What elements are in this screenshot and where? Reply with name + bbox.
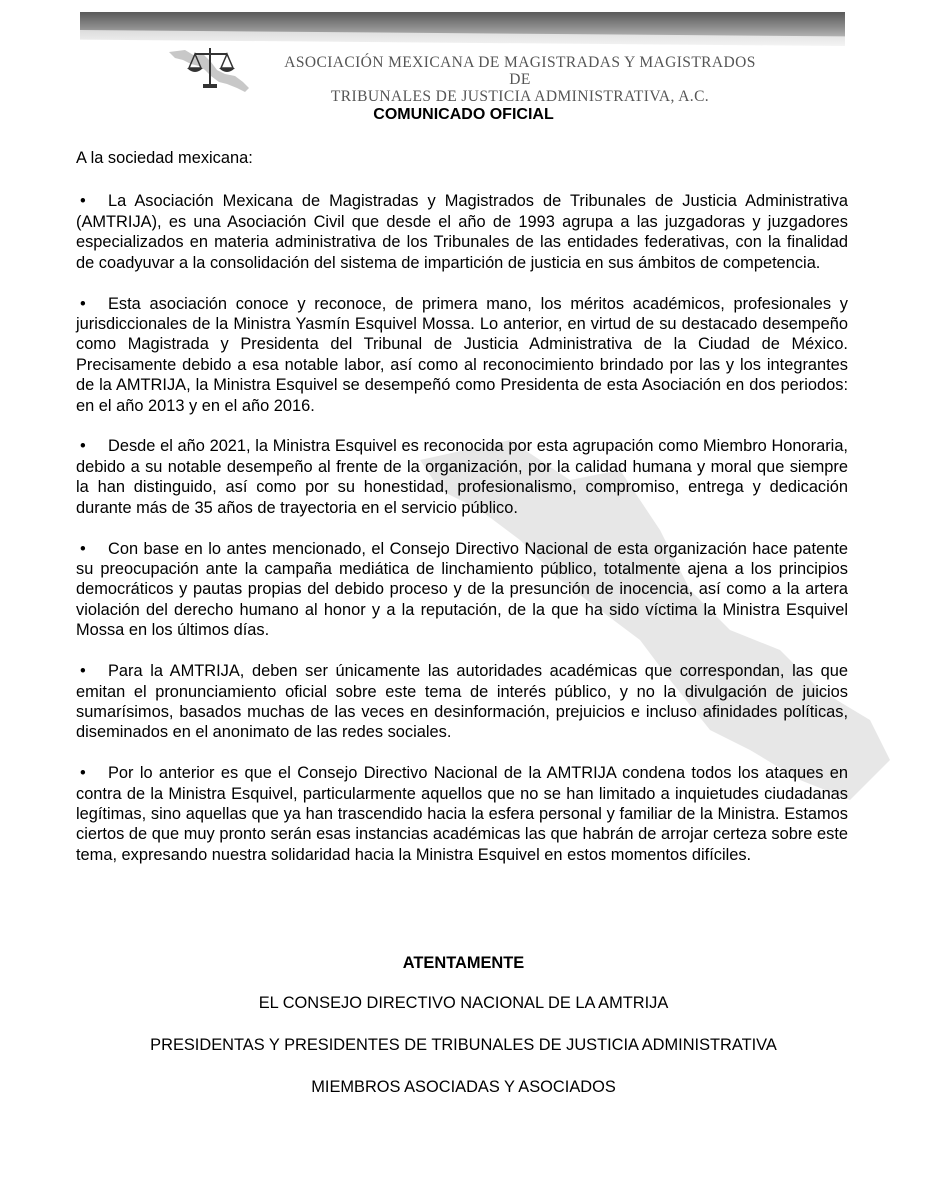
paragraph-text: Desde el año 2021, la Ministra Esquivel es reconocida por esta agrupación como Miembro Honoraria, debido a su notable desempeño al frente de la organización, por la calidad humana y moral que siempre la han distinguido, así como por su honestidad, profesionalismo, compromiso, entrega y dedicación durante más de 35 años de trayectoria en el servicio público.: [76, 437, 848, 517]
scales-of-justice-logo-icon: [165, 42, 255, 97]
paragraph-6: [76, 763, 848, 865]
signatory-line-3: MIEMBROS ASOCIADAS Y ASOCIADOS: [311, 1078, 616, 1096]
paragraph-text: La Asociación Mexicana de Magistradas y Magistrados de Tribunales de Justicia Administrativa (AMTRIJA), es una Asociación Civil que desde el año de 1993 agrupa a las juzgadoras y juzgadores especializados en materia administrativa de los Tribunales de las entidades federativas, con la finalidad de coadyuvar a la consolidación del sistema de impartición de justicia en sus ámbitos de competencia.: [76, 192, 848, 272]
bullet-icon: •: [80, 539, 86, 558]
bullet-icon: •: [80, 294, 86, 313]
organization-name: [280, 54, 760, 105]
paragraph-3: [76, 436, 848, 518]
salutation: A la sociedad mexicana:: [76, 149, 253, 167]
org-name-line-1: ASOCIACIÓN MEXICANA DE MAGISTRADAS Y MAGISTRADOS DE: [284, 54, 756, 88]
bullet-icon: •: [80, 437, 86, 456]
bullet-icon: •: [80, 662, 86, 681]
paragraph-2: [76, 294, 848, 416]
document-title: COMUNICADO OFICIAL: [373, 106, 554, 123]
bullet-icon: •: [80, 192, 86, 211]
paragraph-text: Con base en lo antes mencionado, el Consejo Directivo Nacional de esta organización hace patente su preocupación ante la campaña mediática de linchamiento público, totalmente ajena a los principios democráticos y pautas propias del debido proceso y de la presunción de inocencia, así como a la artera violación del derecho humano al honor y a la reputación, de la que ha sido víctima la Ministra Esquivel Mossa en los últimos días.: [76, 539, 848, 640]
bullet-icon: •: [80, 764, 86, 783]
paragraph-text: Esta asociación conoce y reconoce, de primera mano, los méritos académicos, profesionales y jurisdiccionales de la Ministra Yasmín Esquivel Mossa. Lo anterior, en virtud de su destacado desempeño como Magistrada y Presidenta del Tribunal de Justicia Administrativa de la Ciudad de México. Precisamente debido a esa notable labor, así como al reconocimiento brindado por las y los integrantes de la AMTRIJA, la Ministra Esquivel se desempeñó como Presidenta de esta Asociación en dos periodos: en el año 2013 y en el año 2016.: [76, 294, 848, 415]
paragraph-text: Por lo anterior es que el Consejo Directivo Nacional de la AMTRIJA condena todos los ataques en contra de la Ministra Esquivel, particularmente aquellos que no se han limitado a inquietudes ciudadanas legítimas, sino aquellas que ya han trascendido hacia la esfera personal y familiar de la Ministra. Estamos ciertos de que muy pronto serán esas instancias académicas las que habrán de arrojar certeza sobre este tema, expresando nuestra solidaridad hacia la Ministra Esquivel en estos momentos difíciles.: [76, 764, 848, 864]
document-body: [76, 148, 848, 886]
paragraph-4: [76, 539, 848, 641]
paragraph-text: Para la AMTRIJA, deben ser únicamente las autoridades académicas que correspondan, las que emitan el pronunciamiento oficial sobre este tema de interés público, y no la divulgación de juicios sumarísimos, basados muchas de las veces en desinformación, prejuicios e incluso afinidades políticas, diseminados en el anonimato de las redes sociales.: [76, 662, 848, 742]
sign-off: ATENTAMENTE: [402, 954, 525, 972]
paragraph-1: [76, 191, 848, 273]
signatory-line-1: EL CONSEJO DIRECTIVO NACIONAL DE LA AMTRIJA: [258, 994, 669, 1012]
org-name-line-2: TRIBUNALES DE JUSTICIA ADMINISTRATIVA, A.C.: [330, 88, 710, 105]
signatory-line-2: PRESIDENTAS Y PRESIDENTES DE TRIBUNALES DE JUSTICIA ADMINISTRATIVA: [150, 1036, 777, 1054]
paragraph-5: [76, 661, 848, 743]
